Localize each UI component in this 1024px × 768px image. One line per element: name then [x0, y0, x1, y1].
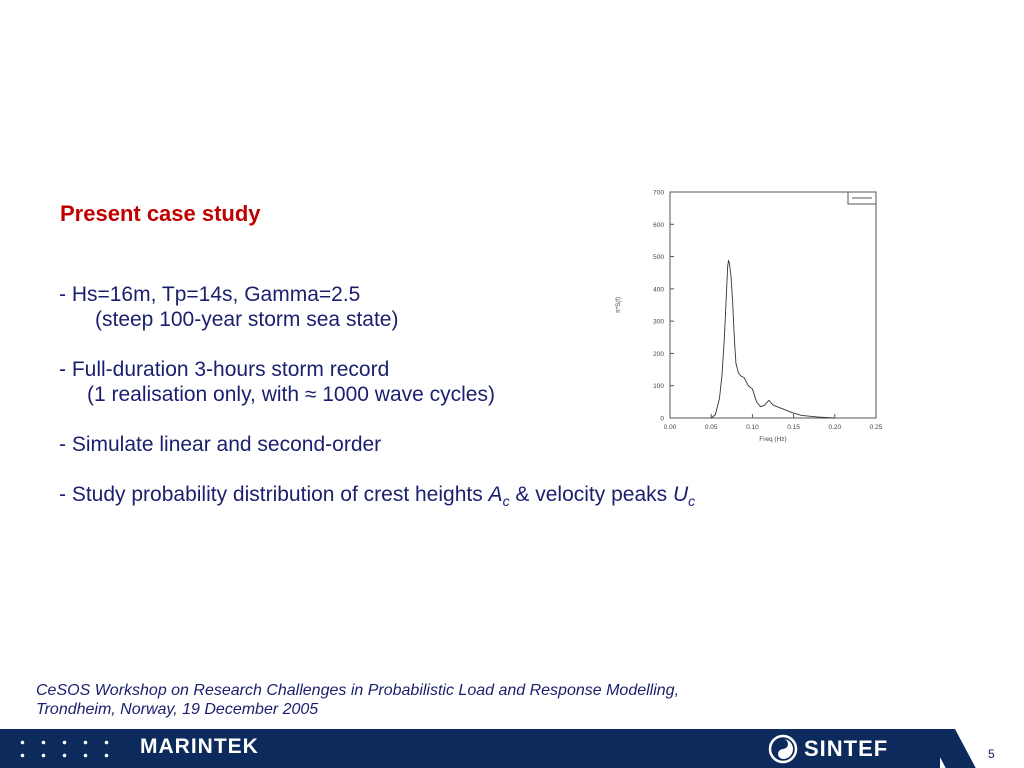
x-tick-label: 0.20: [828, 424, 842, 431]
x-tick-label: 0.15: [787, 424, 800, 431]
bullet-crest-study: [59, 482, 859, 510]
y-tick-label: 300: [653, 318, 664, 326]
workshop-citation-line1: CeSOS Workshop on Research Challenges in Probabilistic Load and Response Modelling,: [36, 682, 680, 699]
dot-grid-icon: [12, 736, 118, 762]
page-number: 5: [988, 747, 995, 761]
sintef-logo: [768, 733, 888, 765]
y-tick-label: 600: [653, 221, 664, 229]
y-axis-label: π*S(f): [616, 296, 622, 314]
x-axis-label: Freq (Hz): [759, 436, 787, 443]
var-crest-height: $A_c$: [488, 483, 510, 510]
bullet-sea-state: - Hs=16m, Tp=14s, Gamma=2.5: [59, 283, 361, 306]
x-tick-label: 0.05: [704, 424, 718, 431]
y-tick-label: 100: [653, 383, 664, 391]
slide-title: Present case study: [60, 201, 261, 226]
var-velocity-peak: $U_c$: [672, 483, 696, 510]
x-tick-label: 0.00: [663, 424, 677, 431]
bullet-sea-state-note: (steep 100-year storm sea state): [95, 308, 399, 331]
bullet-storm-record-note: (1 realisation only, with ≈ 1000 wave cycles): [87, 383, 495, 406]
x-tick-label: 0.25: [869, 424, 883, 431]
sintef-swirl-icon: [768, 734, 798, 764]
bullet-crest-middle: & velocity peaks: [509, 483, 673, 506]
workshop-citation-line2: Trondheim, Norway, 19 December 2005: [36, 701, 319, 718]
x-tick-label: 0.10: [746, 424, 759, 431]
y-tick-label: 0: [660, 415, 664, 423]
sintef-wordmark: SINTEF: [804, 736, 889, 761]
bullet-storm-record: - Full-duration 3-hours storm record: [59, 358, 390, 381]
spectrum-chart-svg: [600, 184, 900, 444]
bullet-simulate: - Simulate linear and second-order: [59, 433, 382, 456]
y-tick-label: 500: [653, 254, 664, 262]
marintek-logo: MARINTEK: [140, 735, 259, 758]
spectrum-chart: [600, 184, 900, 444]
bullet-crest-prefix: - Study probability distribution of crest heights: [59, 483, 489, 506]
workshop-citation: [36, 681, 896, 719]
y-tick-label: 700: [653, 189, 664, 197]
y-tick-label: 400: [653, 286, 664, 294]
footer-bar: [0, 729, 1024, 768]
plot-frame: [670, 192, 876, 418]
y-tick-label: 200: [653, 350, 664, 358]
